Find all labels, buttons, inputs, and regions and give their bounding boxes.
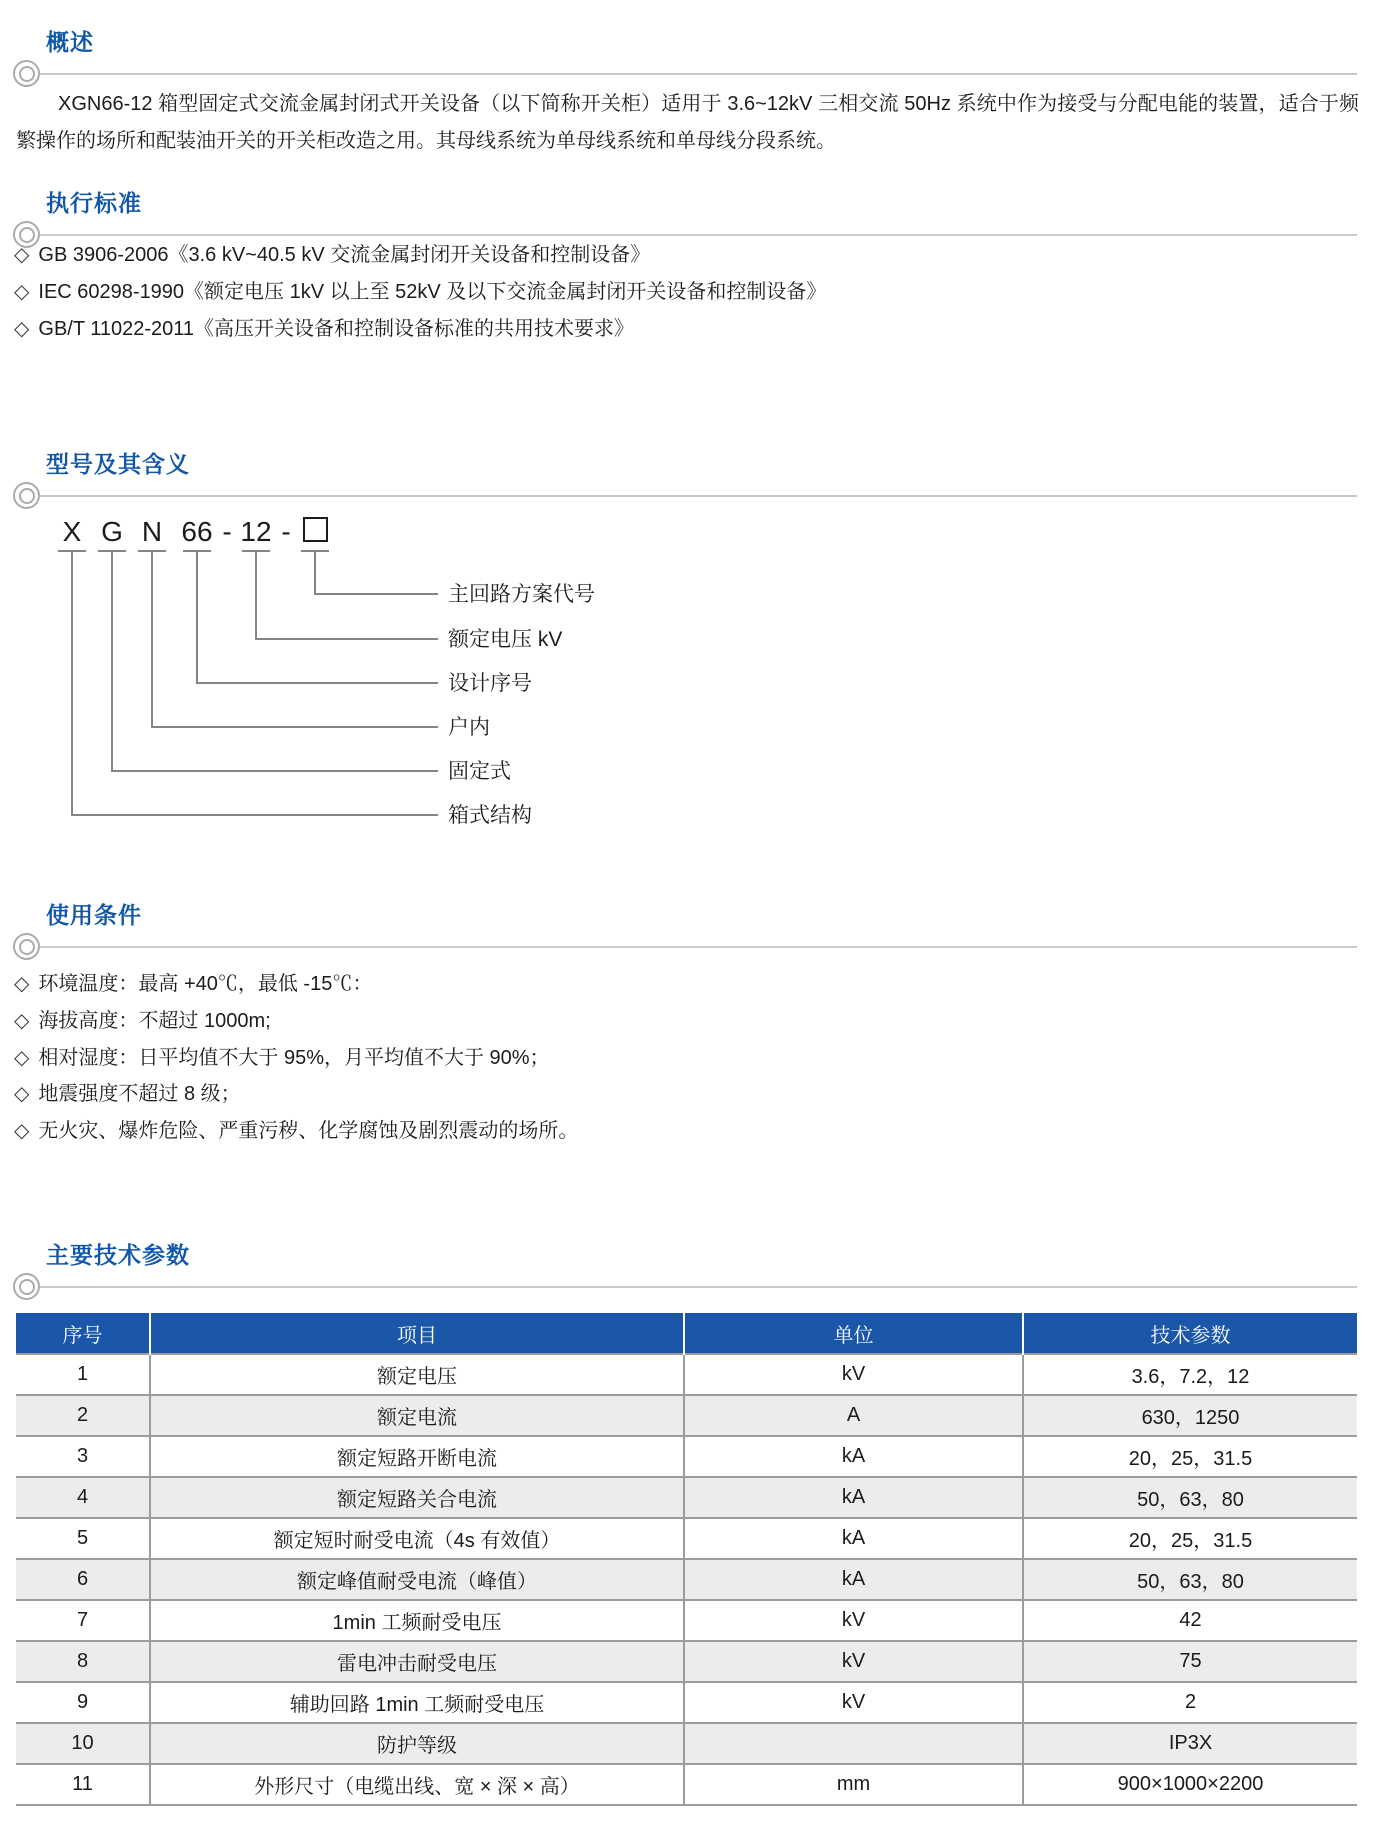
table-cell: 20，25，31.5 <box>1023 1518 1357 1559</box>
table-cell: 外形尺寸（电缆出线、宽 × 深 × 高） <box>150 1764 684 1805</box>
table-cell: 额定短路关合电流 <box>150 1477 684 1518</box>
model-diagram <box>40 511 740 845</box>
table-cell: 1min 工频耐受电压 <box>150 1600 684 1641</box>
table-cell: 630，1250 <box>1023 1395 1357 1436</box>
table-cell: 5 <box>76 1527 89 1549</box>
divider-line <box>40 495 1357 497</box>
table-row <box>16 1764 1357 1805</box>
parameters-table-head <box>16 1313 1357 1354</box>
parameters-table <box>16 1313 1357 1806</box>
table-cell: 2 <box>76 1404 89 1426</box>
section-title-standards: 执行标准 <box>46 190 142 216</box>
model-label: 主回路方案代号 <box>448 583 595 606</box>
table-cell: 50，63，80 <box>1023 1559 1357 1600</box>
table-row <box>16 1395 1357 1436</box>
table-cell: 10 <box>71 1732 94 1754</box>
diamond-icon: ◇ <box>14 1046 30 1069</box>
table-row <box>16 1641 1357 1682</box>
table-cell: 11 <box>72 1773 93 1795</box>
section-model-header <box>0 450 1373 509</box>
condition-item-text: 无火灾、爆炸危险、严重污秽、化学腐蚀及剧烈震动的场所。 <box>38 1120 579 1143</box>
section-marker-icon <box>13 1273 40 1300</box>
section-title-conditions: 使用条件 <box>46 902 142 928</box>
list-item <box>14 1113 1357 1150</box>
table-cell: 雷电冲击耐受电压 <box>150 1641 684 1682</box>
list-item <box>14 1040 1357 1077</box>
table-cell: kV <box>684 1682 1023 1723</box>
table-cell: 额定电流 <box>150 1395 684 1436</box>
diamond-icon: ◇ <box>14 317 30 340</box>
model-code-char: - <box>281 516 291 547</box>
table-cell: 额定短时耐受电流（4s 有效值） <box>150 1518 684 1559</box>
table-row <box>16 1559 1357 1600</box>
table-cell: kV <box>684 1600 1023 1641</box>
model-code <box>63 516 291 547</box>
model-label: 户内 <box>448 716 490 739</box>
table-cell: kA <box>684 1436 1023 1477</box>
section-title-parameters: 主要技术参数 <box>46 1242 190 1268</box>
table-row <box>16 1518 1357 1559</box>
conditions-list <box>14 966 1357 1150</box>
table-cell: 3 <box>76 1445 89 1467</box>
condition-item-text: 地震强度不超过 8 级； <box>38 1083 241 1106</box>
table-cell: IP3X <box>1023 1723 1357 1764</box>
divider-line <box>40 1286 1357 1288</box>
condition-item-text: 海拔高度：不超过 1000m; <box>38 1009 271 1032</box>
standard-item-text: GB 3906-2006《3.6 kV~40.5 kV 交流金属封闭开关设备和控制设备》 <box>38 244 651 266</box>
table-cell: kA <box>684 1518 1023 1559</box>
list-item <box>14 1076 1357 1113</box>
table-row <box>16 1723 1357 1764</box>
model-code-char: G <box>101 516 123 547</box>
table-cell: mm <box>684 1764 1023 1805</box>
list-item <box>14 1003 1357 1040</box>
section-parameters-header <box>0 1241 1373 1300</box>
model-code-char: N <box>141 516 163 547</box>
table-cell: 2 <box>1023 1682 1357 1723</box>
section-marker-inner-ring <box>19 488 35 504</box>
table-cell: 900×1000×2200 <box>1023 1764 1357 1805</box>
table-cell: 8 <box>76 1650 89 1672</box>
diamond-icon: ◇ <box>14 280 30 303</box>
standard-item-text: GB/T 11022-2011《高压开关设备和控制设备标准的共用技术要求》 <box>38 317 635 340</box>
section-title-model: 型号及其含义 <box>46 451 190 477</box>
section-divider <box>13 1273 1357 1300</box>
divider-line <box>40 234 1357 236</box>
section-title-overview: 概述 <box>46 29 94 55</box>
model-code-char: X <box>62 516 82 547</box>
section-divider <box>13 482 1357 509</box>
overview-paragraph: XGN66-12 箱型固定式交流金属封闭式开关设备（以下简称开关柜）适用于 3.6~12kV 三相交流 50Hz 系统中作为接受与分配电能的装置，适合于频繁操作的场所和配装油开关的开关柜改造之用。其母线系统为单母线系统和单母线分段系统。 <box>16 93 1359 152</box>
table-cell: 42 <box>1023 1600 1357 1641</box>
table-cell: 额定峰值耐受电流（峰值） <box>150 1559 684 1600</box>
table-cell: 防护等级 <box>150 1723 684 1764</box>
table-cell: kV <box>684 1641 1023 1682</box>
table-cell: 辅助回路 1min 工频耐受电压 <box>150 1682 684 1723</box>
table-cell <box>684 1723 1023 1764</box>
section-marker-inner-ring <box>19 66 35 82</box>
table-cell: 6 <box>76 1568 89 1590</box>
diamond-icon: ◇ <box>14 1120 30 1143</box>
table-header-cell: 项目 <box>150 1313 684 1354</box>
table-row <box>16 1682 1357 1723</box>
table-header-cell: 技术参数 <box>1023 1313 1357 1354</box>
table-cell: A <box>684 1395 1023 1436</box>
table-cell: 50，63，80 <box>1023 1477 1357 1518</box>
model-labels <box>448 583 595 827</box>
table-cell: 20，25，31.5 <box>1023 1436 1357 1477</box>
condition-item-text: 相对湿度：日平均值不大于 95%，月平均值不大于 90%； <box>38 1046 550 1069</box>
section-marker-icon <box>13 482 40 509</box>
table-cell: kA <box>684 1559 1023 1600</box>
list-item <box>14 966 1357 1003</box>
section-divider <box>13 60 1357 87</box>
list-item <box>14 311 1357 348</box>
table-cell: 7 <box>76 1609 89 1631</box>
section-marker-inner-ring <box>19 939 35 955</box>
diamond-icon: ◇ <box>14 1083 30 1106</box>
table-cell: 4 <box>76 1486 89 1508</box>
section-divider <box>13 933 1357 960</box>
table-cell: kA <box>684 1477 1023 1518</box>
table-cell: 75 <box>1023 1641 1357 1682</box>
divider-line <box>40 946 1357 948</box>
list-item <box>14 237 1357 274</box>
table-cell: 3.6，7.2，12 <box>1023 1354 1357 1395</box>
table-header-row <box>16 1313 1357 1354</box>
section-marker-inner-ring <box>19 1279 35 1295</box>
model-scheme-box <box>304 518 327 541</box>
section-overview-header <box>0 28 1373 87</box>
table-row <box>16 1600 1357 1641</box>
diamond-icon: ◇ <box>14 244 30 266</box>
table-row <box>16 1477 1357 1518</box>
section-marker-icon <box>13 933 40 960</box>
section-conditions-header <box>0 901 1373 960</box>
model-code-char: 66 <box>181 516 213 547</box>
table-cell: 额定电压 <box>150 1354 684 1395</box>
diamond-icon: ◇ <box>14 1009 30 1032</box>
table-row <box>16 1436 1357 1477</box>
table-cell: 9 <box>76 1691 89 1713</box>
table-header-cell: 序号 <box>16 1313 150 1354</box>
model-label: 额定电压 kV <box>448 628 563 651</box>
table-row <box>16 1354 1357 1395</box>
section-marker-icon <box>13 60 40 87</box>
divider-line <box>40 73 1357 75</box>
model-code-char: - <box>222 516 232 547</box>
model-connector-lines <box>58 551 438 815</box>
list-item <box>14 274 1357 311</box>
condition-item-text: 环境温度：最高 +40℃，最低 -15℃： <box>38 973 373 995</box>
table-header-cell: 单位 <box>684 1313 1023 1354</box>
model-code-char: 12 <box>240 516 272 547</box>
standards-list <box>14 237 1357 347</box>
params-table-body <box>16 1354 1357 1805</box>
diamond-icon: ◇ <box>14 973 30 995</box>
model-label: 固定式 <box>448 760 511 783</box>
table-cell: 1 <box>76 1363 89 1385</box>
table-cell: 额定短路开断电流 <box>150 1436 684 1477</box>
standard-item-text: IEC 60298-1990《额定电压 1kV 以上至 52kV 及以下交流金属封闭开关设备和控制设备》 <box>38 280 827 303</box>
model-label: 箱式结构 <box>448 804 532 827</box>
table-cell: kV <box>684 1354 1023 1395</box>
model-label: 设计序号 <box>448 672 532 695</box>
